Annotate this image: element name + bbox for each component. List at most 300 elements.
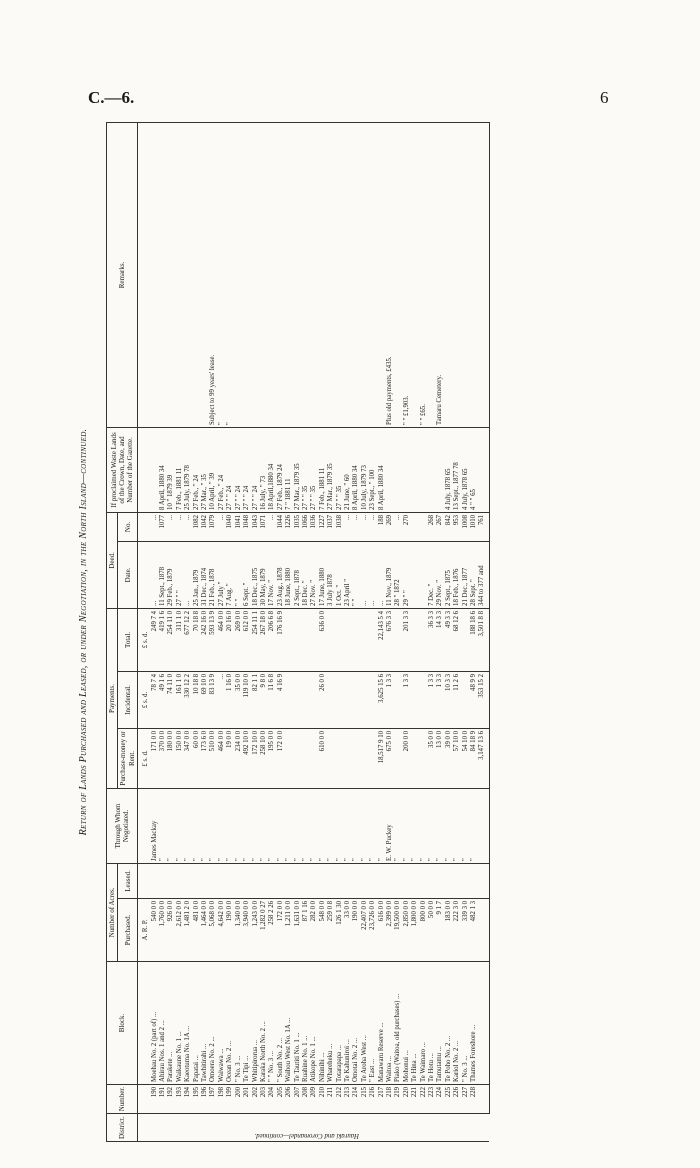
block-name: Waitoa ... (386, 961, 394, 1084)
col-leased: Leased. (118, 863, 138, 898)
block-name: Kaeotuma No. 1A ... (184, 961, 192, 1084)
table-row (478, 123, 489, 1142)
remarks-text: " (218, 123, 226, 428)
deed-number: 761 (478, 512, 489, 541)
negotiator: " (394, 788, 402, 863)
total-payment: 311 1 0 (176, 608, 184, 671)
gazette-entry: 10 April, " 39 (209, 427, 217, 512)
purchase-money: 195 0 0 (268, 728, 276, 788)
money-units: £ s. d. (138, 728, 151, 788)
remarks-text (369, 123, 377, 428)
table-row (201, 123, 209, 1142)
gazette-entry: 27 " " 24 (252, 427, 260, 512)
block-name: Te Aroha West ... (361, 961, 369, 1084)
col-block: Block. (107, 961, 138, 1084)
table-row (184, 123, 192, 1142)
acres-purchased: 183 0 0 (445, 898, 453, 961)
purchase-money: 180 0 0 (167, 728, 175, 788)
purchase-money (369, 728, 377, 788)
acres-purchased: 548 0 0 (319, 898, 327, 961)
table-row (159, 123, 167, 1142)
purchase-money: 610 0 0 (319, 728, 327, 788)
acres-leased (403, 863, 411, 898)
table-row (319, 123, 327, 1142)
negotiator: " (378, 788, 386, 863)
deed-number: ... (151, 512, 159, 541)
gazette-entry: 10 July, 1879 73 (361, 427, 369, 512)
table-row (436, 123, 444, 1142)
negotiator: " (420, 788, 428, 863)
block-name: Whitipirorua ... (252, 961, 260, 1084)
purchase-money: 3,147 13 6 (478, 728, 489, 788)
remarks-text (184, 123, 192, 428)
acres-leased (319, 863, 327, 898)
negotiator: " (470, 788, 478, 863)
deed-date: 11 Sept., 1878 (159, 541, 167, 608)
deed-date: 23 April " (344, 541, 352, 608)
incidental-payment: 3,625 15 6 (378, 671, 386, 728)
remarks-text (319, 123, 327, 428)
acres-purchased: 540 0 0 (151, 898, 159, 961)
remarks-text (361, 123, 369, 428)
deed-number: ... (361, 512, 369, 541)
deed-number: 1226 (285, 512, 293, 541)
purchase-money: 39 0 0 (445, 728, 453, 788)
acres-purchased: 259 0 8 (327, 898, 335, 961)
block-name: Atikope No. 1 ... (310, 961, 318, 1084)
gazette-entry (411, 427, 419, 512)
remarks-text (445, 123, 453, 428)
table-row (151, 123, 159, 1142)
incidental-payment (411, 671, 419, 728)
deed-number: ... (176, 512, 184, 541)
row-number: 223 (428, 1084, 436, 1113)
table-row (428, 123, 436, 1142)
gazette-entry: 8 April, 1880 34 (159, 427, 167, 512)
block-name: Piako (Waitoa, old purchases) ... (394, 961, 402, 1084)
negotiator: " (462, 788, 470, 863)
deed-number: 1037 (327, 512, 335, 541)
row-number: 209 (310, 1084, 318, 1113)
acres-purchased: 190 0 0 (226, 898, 234, 961)
negotiator: " (453, 788, 461, 863)
acres-leased (336, 863, 344, 898)
table-row (226, 123, 234, 1142)
acres-purchased: 50 0 0 (428, 898, 436, 961)
acres-leased (352, 863, 360, 898)
remarks-text: " (226, 123, 234, 428)
row-number: 212 (336, 1084, 344, 1113)
row-number: 221 (411, 1084, 419, 1113)
acres-leased (302, 863, 310, 898)
remarks-text (411, 123, 419, 428)
incidental-payment: 78 7 4 (151, 671, 159, 728)
total-payment: 20 16 0 (226, 608, 234, 671)
remarks-text (159, 123, 167, 428)
acres-leased (478, 863, 489, 898)
negotiator: " (235, 788, 243, 863)
total-payment: 242 16 0 (201, 608, 209, 671)
deed-number: 270 (403, 512, 411, 541)
total-payment (344, 608, 352, 671)
incidental-payment (361, 671, 369, 728)
purchase-money (411, 728, 419, 788)
deed-date: ... (184, 541, 192, 608)
block-name: Totarapapa ... (336, 961, 344, 1084)
row-number (478, 1084, 489, 1113)
total-payment: 176 16 9 (277, 608, 285, 671)
acres-purchased: 2,850 0 0 (403, 898, 411, 961)
gazette-entry (428, 427, 436, 512)
row-number: 215 (361, 1084, 369, 1113)
acres-leased (453, 863, 461, 898)
acres-leased (159, 863, 167, 898)
negotiator: " (167, 788, 175, 863)
table-row (420, 123, 428, 1142)
acres-leased (462, 863, 470, 898)
remarks-text (462, 123, 470, 428)
deed-number: 1035 (294, 512, 302, 541)
block-name: Karaka North No. 2 ... (260, 961, 268, 1084)
deed-number: 842 (445, 512, 453, 541)
remarks-text (193, 123, 201, 428)
gazette-entry: 7 " 1881 11 (285, 427, 293, 512)
purchase-money: 258 10 0 (260, 728, 268, 788)
acres-purchased: 1,481 2 0 (184, 898, 192, 961)
total-payment: 254 11 0 (167, 608, 175, 671)
deed-number: 953 (453, 512, 461, 541)
table-row (252, 123, 260, 1142)
gazette-entry: 4 July, 1878 65 (445, 427, 453, 512)
negotiator: " (252, 788, 260, 863)
table-row (277, 123, 285, 1142)
deed-date: 25 Jan., 1879 (193, 541, 201, 608)
acres-purchased: 5,068 0 0 (209, 898, 217, 961)
table-row (369, 123, 377, 1142)
deed-number: 1008 (462, 512, 470, 541)
gazette-entry: 16 July, " 73 (260, 427, 268, 512)
remarks-text: " " £1,903. (403, 123, 411, 428)
col-incidental: Incidental. (118, 671, 138, 728)
remarks-text (235, 123, 243, 428)
incidental-payment: 11 2 6 (453, 671, 461, 728)
col-district: District. (107, 1114, 138, 1142)
units-row (138, 123, 151, 1142)
deed-date: 21 Dec., 1877 (462, 541, 470, 608)
deed-number: 1038 (336, 512, 344, 541)
row-number: 222 (420, 1084, 428, 1113)
total-payment: 254 11 1 (252, 608, 260, 671)
money-units-3: £ s. d. (138, 608, 151, 671)
gazette-entry: 8 April, 1880 34 (352, 427, 360, 512)
incidental-payment: 69 10 0 (201, 671, 209, 728)
deed-date: 17 June, 1880 (319, 541, 327, 608)
row-number: 219 (394, 1084, 402, 1113)
gazette-entry (403, 427, 411, 512)
acres-purchased: 190 0 0 (352, 898, 360, 961)
acres-purchased: 1,800 0 0 (411, 898, 419, 961)
remarks-text (428, 123, 436, 428)
acres-leased (310, 863, 318, 898)
gazette-entry: 7 Feb., 1881 11 (319, 427, 327, 512)
incidental-payment: 48 9 9 (470, 671, 478, 728)
gazette-entry (151, 427, 159, 512)
total-payment: 36 3 3 (428, 608, 436, 671)
row-number: 191 (159, 1084, 167, 1113)
deed-number: 1041 (235, 512, 243, 541)
row-number: 197 (209, 1084, 217, 1113)
incidental-payment (336, 671, 344, 728)
acres-purchased: 481 0 0 (193, 898, 201, 961)
incidental-payment: ... (218, 671, 226, 728)
total-payment: 68 12 6 (453, 608, 461, 671)
total-payment: 22,143 5 4 (378, 608, 386, 671)
acres-leased (386, 863, 394, 898)
negotiator: " (352, 788, 360, 863)
purchase-money: 60 0 0 (193, 728, 201, 788)
deed-number: ... (184, 512, 192, 541)
remarks-text (243, 123, 251, 428)
deed-date: 29 Feb., 1879 (167, 541, 175, 608)
table-row (462, 123, 470, 1142)
total-payment (462, 608, 470, 671)
table-row (344, 123, 352, 1142)
acres-purchased: 616 0 0 (378, 898, 386, 961)
total-payment (361, 608, 369, 671)
deed-date: 28 Sept. " (470, 541, 478, 608)
remarks-text (453, 123, 461, 428)
block-name: Tamutamu ... (436, 961, 444, 1084)
row-number: 192 (167, 1084, 175, 1113)
block-name: Parakete ... (167, 961, 175, 1084)
total-payment: 249 7 4 (151, 608, 159, 671)
block-name: Te Tipi ... (243, 961, 251, 1084)
remarks-text (260, 123, 268, 428)
negotiator: " (193, 788, 201, 863)
deed-number: ... (352, 512, 360, 541)
gazette-entry: 21 June, " 60 (344, 427, 352, 512)
acres-purchased: 172 0 0 (277, 898, 285, 961)
acres-purchased: 22,407 0 0 (361, 898, 369, 961)
block-name: Ahirau Nos. 1 and 2 ... (159, 961, 167, 1084)
acres-leased (167, 863, 175, 898)
deed-number: ... (344, 512, 352, 541)
negotiator: " (209, 788, 217, 863)
gazette-entry: 27 Mar., 1879 35 (294, 427, 302, 512)
gazette-entry: 27 " " 24 (226, 427, 234, 512)
row-number: 196 (201, 1084, 209, 1113)
acres-leased (411, 863, 419, 898)
acres-purchased: 1,340 0 0 (235, 898, 243, 961)
table-title: Return of Lands Purchased and Leased, or under Negotiation, in the North Island—continued. (78, 428, 89, 836)
gazette-entry: 27 Feb., " 24 (193, 427, 201, 512)
incidental-payment: 330 12 2 (184, 671, 192, 728)
negotiator: " (294, 788, 302, 863)
total-payment (420, 608, 428, 671)
gazette-entry: 27 " " 35 (336, 427, 344, 512)
negotiator: " (361, 788, 369, 863)
table-row (361, 123, 369, 1142)
purchase-money (302, 728, 310, 788)
remarks-text (151, 123, 159, 428)
gazette-entry (420, 427, 428, 512)
deed-number: ... (369, 512, 377, 541)
incidental-payment (285, 671, 293, 728)
deed-date: 11 Nov., 1879 (386, 541, 394, 608)
purchase-money: 172 0 0 (277, 728, 285, 788)
purchase-money: 173 6 0 (201, 728, 209, 788)
acres-purchased: 339 3 0 (462, 898, 470, 961)
deed-number (411, 512, 419, 541)
lands-table (106, 122, 490, 1142)
purchase-money: 510 0 0 (209, 728, 217, 788)
acres-leased (277, 863, 285, 898)
total-payment: 14 3 3 (436, 608, 444, 671)
total-payment: 3,501 8 8 (478, 608, 489, 671)
row-number: 218 (386, 1084, 394, 1113)
negotiator: " (277, 788, 285, 863)
incidental-payment (327, 671, 335, 728)
deed-date: ... (369, 541, 377, 608)
block-name: Te Tautiti No. 1 ... (294, 961, 302, 1084)
row-number: 214 (352, 1084, 360, 1113)
negotiator: " (260, 788, 268, 863)
acres-purchased: 222 3 0 (453, 898, 461, 961)
negotiator: " (403, 788, 411, 863)
purchase-money: 35 0 0 (428, 728, 436, 788)
negotiator: " (285, 788, 293, 863)
table-row (470, 123, 478, 1142)
remarks-text (394, 123, 402, 428)
deed-date: 344 to 377 and (478, 541, 489, 608)
total-payment (310, 608, 318, 671)
gazette-entry: 27 " " 24 (243, 427, 251, 512)
total-payment: 636 0 0 (319, 608, 327, 671)
deed-date: 28 " 1872 (394, 541, 402, 608)
purchase-money (361, 728, 369, 788)
negotiator: " (310, 788, 318, 863)
gazette-entry: 27 Feb., 1879 24 (277, 427, 285, 512)
acres-leased (226, 863, 234, 898)
block-name: Ruahine No. 1 ... (302, 961, 310, 1084)
negotiator: " (268, 788, 276, 863)
block-name: Ocean No. 2 ... (226, 961, 234, 1084)
purchase-money (344, 728, 352, 788)
acres-leased (176, 863, 184, 898)
acres-units: A. R. P. (138, 898, 151, 961)
total-payment: 267 18 0 (260, 608, 268, 671)
gazette-entry: 18 April,1880 34 (268, 427, 276, 512)
gazette-entry (386, 427, 394, 512)
gazette-entry: 4 July, 1878 65 (462, 427, 470, 512)
table-row (394, 123, 402, 1142)
table-row (327, 123, 335, 1142)
gazette-entry: 27 " " 35 (310, 427, 318, 512)
deed-date: ... (361, 541, 369, 608)
col-purchase-money: Purchase-money or Rent. (118, 728, 138, 788)
purchase-money (336, 728, 344, 788)
col-total: Total. (118, 608, 138, 671)
total-payment: 612 0 0 (243, 608, 251, 671)
acres-leased (260, 863, 268, 898)
total-payment: 419 1 6 (159, 608, 167, 671)
negotiator: " (243, 788, 251, 863)
total-payment (294, 608, 302, 671)
acres-leased (369, 863, 377, 898)
col-deed-group: Deed. (107, 512, 118, 608)
gazette-entry: 27 " " 35 (302, 427, 310, 512)
negotiator: " (218, 788, 226, 863)
acres-purchased: 1,211 0 0 (285, 898, 293, 961)
acres-leased (344, 863, 352, 898)
remarks-text: Tamaru Cemetery. (436, 123, 444, 428)
table-row (378, 123, 386, 1142)
gazette-entry (436, 427, 444, 512)
deed-date: " " (352, 541, 360, 608)
remarks-text (336, 123, 344, 428)
total-payment (327, 608, 335, 671)
deed-number: 1066 (302, 512, 310, 541)
deed-date: 18 Feb., 1876 (453, 541, 461, 608)
negotiator: " (159, 788, 167, 863)
row-number: 228 (470, 1084, 478, 1113)
total-payment: 464 0 0 (218, 608, 226, 671)
gazette-entry: 8 April, 1880 34 (378, 427, 386, 512)
rotated-table-area (72, 122, 612, 1142)
gazette-entry: 27 " " 24 (235, 427, 243, 512)
negotiator: " (302, 788, 310, 863)
deed-date: 27 Nov. " (310, 541, 318, 608)
deed-date: 6 Sept. " (243, 541, 251, 608)
table-row (411, 123, 419, 1142)
table-row (403, 123, 411, 1142)
incidental-payment: 1 3 3 (386, 671, 394, 728)
row-number: 220 (403, 1084, 411, 1113)
block-name: Omoera No. 2 ... (209, 961, 217, 1084)
row-number: 190 (151, 1084, 159, 1113)
money-units-2: £ s. d. (138, 671, 151, 728)
block-name: Moehau No. 2 (part of) ... (151, 961, 159, 1084)
total-payment (302, 608, 310, 671)
col-gazette: If proclaimed Waste Lands of the Crown, Date, and Number of the Gazette. (107, 427, 138, 512)
deed-number: 1071 (260, 512, 268, 541)
remarks-text (344, 123, 352, 428)
purchase-money: 18,517 9 10 (378, 728, 386, 788)
incidental-payment: 11 6 8 (268, 671, 276, 728)
deed-number: ... (167, 512, 175, 541)
remarks-text (327, 123, 335, 428)
block-name: Waikaune No. 1 ... (176, 961, 184, 1084)
incidental-payment (462, 671, 470, 728)
acres-leased (285, 863, 293, 898)
row-number: 199 (226, 1084, 234, 1113)
incidental-payment: 10 18 8 (193, 671, 201, 728)
total-payment: 188 18 6 (470, 608, 478, 671)
block-name: Nihinihi ... (319, 961, 327, 1084)
incidental-payment (302, 671, 310, 728)
acres-purchased: 9 1 7 (436, 898, 444, 961)
deed-date: 7 Dec. " (428, 541, 436, 608)
block-name (478, 961, 489, 1084)
row-number: 224 (436, 1084, 444, 1113)
deed-date: 18 Dec., 1875 (252, 541, 260, 608)
col-acres-group: Number of Acres. (107, 863, 118, 961)
acres-leased (294, 863, 302, 898)
remarks-text (252, 123, 260, 428)
table-row (176, 123, 184, 1142)
table-row (235, 123, 243, 1142)
deed-date: 31 Dec., 1874 (201, 541, 209, 608)
